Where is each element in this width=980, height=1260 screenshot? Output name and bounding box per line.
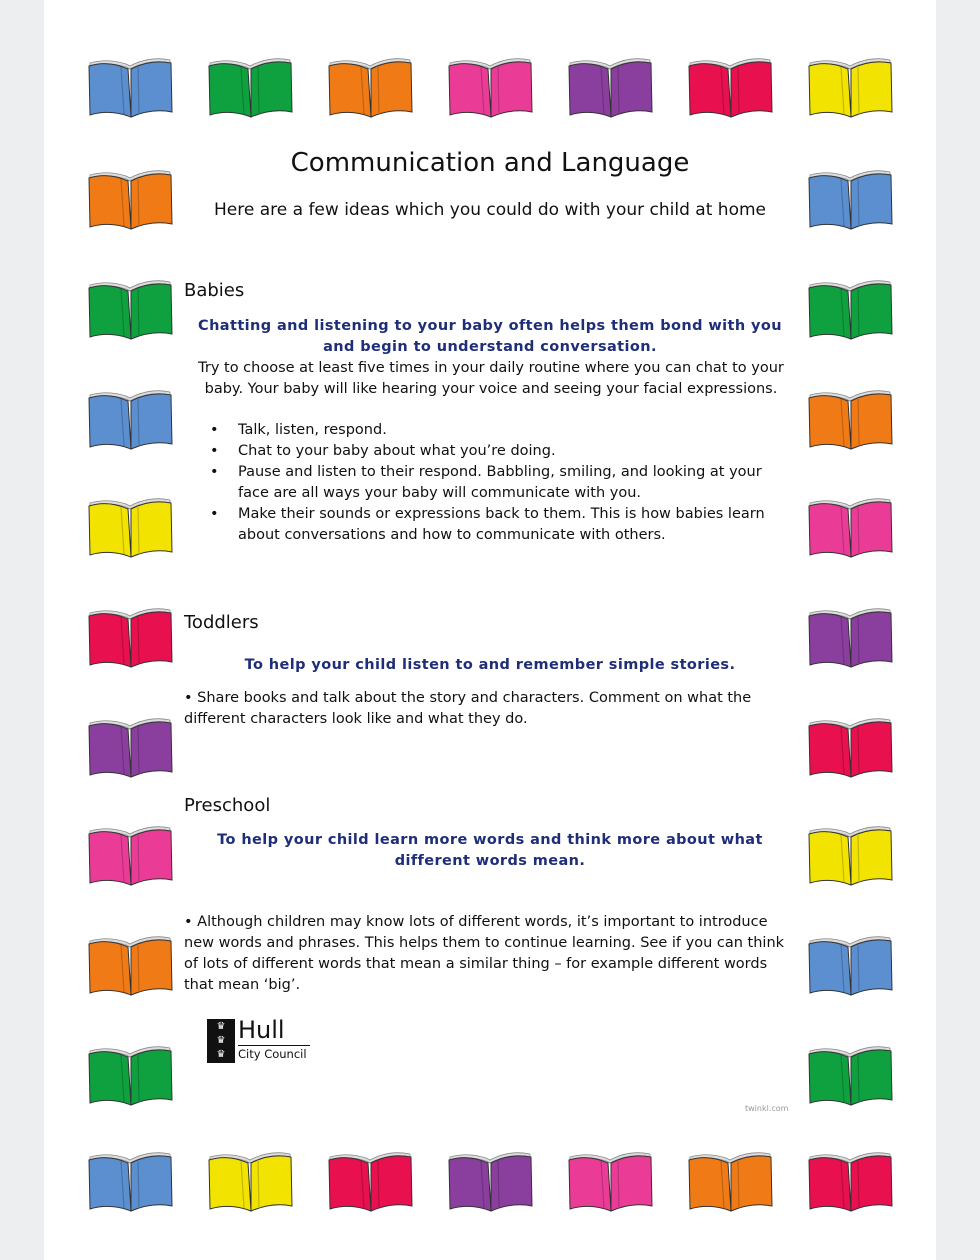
preschool-heading: Preschool: [184, 795, 271, 816]
book-icon: [684, 1148, 776, 1214]
book-icon: [804, 1042, 896, 1108]
book-icon: [204, 1148, 296, 1214]
book-icon: [564, 54, 656, 120]
book-icon: [564, 1148, 656, 1214]
list-item: • Talk, listen, respond.: [238, 420, 796, 441]
book-icon: [444, 54, 536, 120]
book-icon: [804, 386, 896, 452]
book-icon: [84, 932, 176, 998]
babies-intro: Try to choose at least five times in your daily routine where you can chat to your baby. Your baby will like hearing your voice and seeing your facial expressions.: [198, 360, 784, 397]
babies-heading: Babies: [184, 280, 245, 301]
page-title: Communication and Language: [290, 148, 690, 178]
preschool-body: • Although children may know lots of different words, it’s important to introduce new words and phrases. This helps them to continue learning. See if you can think of lots of different words that mean a similar thing – for example different words that mean ‘big’.: [184, 914, 785, 993]
toddlers-body: • Share books and talk about the story and characters. Comment on what the different characters look like and what they do.: [184, 690, 752, 727]
book-icon: [804, 166, 896, 232]
book-icon: [804, 1148, 896, 1214]
book-icon: [84, 604, 176, 670]
logo-subtitle: City Council: [238, 1047, 307, 1061]
book-icon: [804, 276, 896, 342]
book-icon: [84, 166, 176, 232]
document-page: [44, 0, 936, 1260]
book-icon: [324, 54, 416, 120]
book-icon: [84, 1042, 176, 1108]
book-icon: [84, 822, 176, 888]
book-icon: [444, 1148, 536, 1214]
babies-lead: Chatting and listening to your baby often helps them bond with you and begin to understand conversation.: [198, 318, 782, 355]
book-icon: [804, 822, 896, 888]
preschool-lead: To help your child learn more words and think more about what different words mean.: [217, 832, 763, 869]
page-subtitle: Here are a few ideas which you could do with your child at home: [214, 200, 766, 220]
list-item: • Make their sounds or expressions back to them. This is how babies learn about conversations and how to communicate with others.: [238, 504, 796, 546]
book-icon: [804, 932, 896, 998]
book-icon: [684, 54, 776, 120]
watermark: twinkl.com: [745, 1104, 789, 1113]
logo-name: Hull: [238, 1016, 285, 1044]
toddlers-lead: To help your child listen to and remember simple stories.: [244, 657, 736, 673]
book-icon: [84, 714, 176, 780]
crown-crest-icon: ♛ ♛ ♛: [207, 1019, 235, 1063]
book-icon: [84, 386, 176, 452]
book-icon: [204, 54, 296, 120]
book-icon: [84, 54, 176, 120]
hull-city-council-logo: [207, 1016, 317, 1065]
list-item: • Chat to your baby about what you’re doing.: [238, 441, 796, 462]
toddlers-heading: Toddlers: [184, 612, 259, 633]
list-item: • Pause and listen to their respond. Babbling, smiling, and looking at your face are all ways your baby will communicate with you.: [238, 462, 796, 504]
babies-bullet-list: [184, 420, 796, 546]
book-icon: [804, 54, 896, 120]
book-icon: [324, 1148, 416, 1214]
book-icon: [84, 276, 176, 342]
book-icon: [84, 494, 176, 560]
book-icon: [804, 714, 896, 780]
book-icon: [804, 494, 896, 560]
book-icon: [84, 1148, 176, 1214]
book-icon: [804, 604, 896, 670]
